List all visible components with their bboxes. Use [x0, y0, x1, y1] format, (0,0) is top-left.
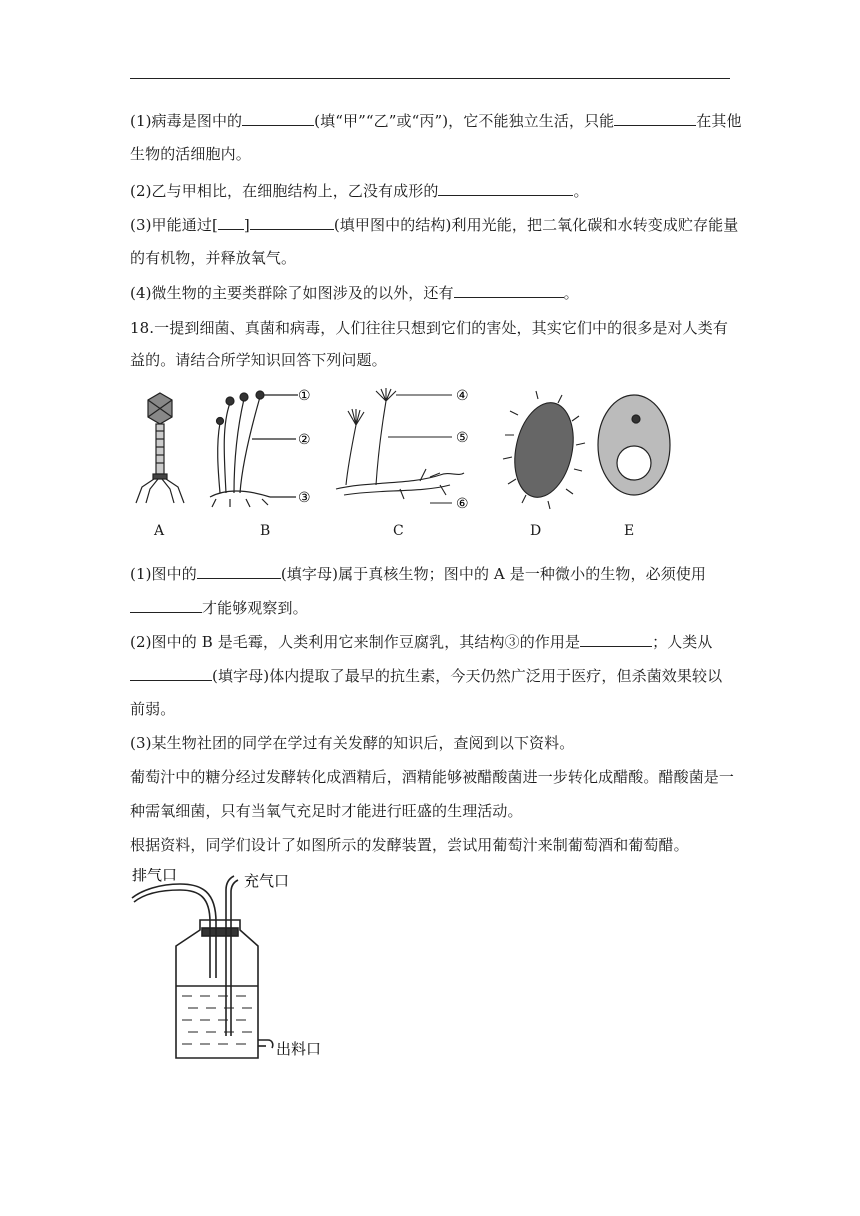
q17-line-3 [130, 180, 589, 201]
structure-3-label: ③ [298, 490, 311, 506]
microorganism-drawings [130, 385, 690, 545]
q18-sub1-line-2 [130, 597, 308, 618]
answer-blank[interactable] [218, 214, 244, 230]
fermentation-apparatus-drawing [130, 868, 360, 1068]
text: (2)图中的 B 是毛霉，人类利用它来制作豆腐乳，其结构③的作用是 [130, 633, 581, 651]
header-rule [130, 78, 730, 79]
q17-line-4 [130, 214, 738, 235]
answer-blank[interactable] [454, 282, 564, 298]
text: 。 [573, 182, 589, 200]
text: (3)甲能通过[ [130, 216, 218, 234]
q18-material-line-2: 种需氧细菌，只有当氧气充足时才能进行旺盛的生理活动。 [130, 802, 523, 820]
answer-blank[interactable] [614, 110, 696, 126]
answer-blank[interactable] [130, 597, 202, 613]
text: (填字母)体内提取了最早的抗生素，今天仍然广泛用于医疗，但杀菌效果较以 [212, 667, 723, 685]
answer-blank[interactable] [250, 214, 334, 230]
structure-5-label: ⑤ [456, 430, 469, 446]
bacteriophage-drawing [136, 393, 184, 503]
inflate-port-label: 充气口 [244, 872, 290, 890]
q17-line-6 [130, 282, 579, 303]
bacterium-drawing [503, 391, 585, 509]
mucor-drawing [210, 391, 298, 507]
structure-4-label: ④ [456, 388, 469, 404]
text: 才能够观察到。 [202, 599, 308, 617]
q18-sub3-line-1: (3)某生物社团的同学在学过有关发酵的知识后，查阅到以下资料。 [130, 734, 575, 752]
q17-line-2: 生物的活细胞内。 [130, 145, 251, 163]
answer-blank[interactable] [197, 563, 281, 579]
q18-intro-2: 益的。请结合所学知识回答下列问题。 [130, 351, 387, 369]
q18-material-line-3: 根据资料，同学们设计了如图所示的发酵装置，尝试用葡萄汁来制葡萄酒和葡萄醋。 [130, 836, 689, 854]
q18-material-line-1: 葡萄汁中的糖分经过发酵转化成酒精后，酒精能够被醋酸菌进一步转化成醋酸。醋酸菌是一 [130, 768, 735, 786]
answer-blank[interactable] [130, 665, 212, 681]
q17-line-5: 的有机物，并释放氧气。 [130, 249, 297, 267]
answer-blank[interactable] [242, 110, 314, 126]
text: (填“甲”“乙”或“丙”)，它不能独立生活，只能 [314, 112, 615, 130]
text: 在其他 [696, 112, 742, 130]
q18-sub2-line-1 [130, 631, 713, 652]
penicillium-drawing [336, 388, 464, 503]
text: (2)乙与甲相比，在细胞结构上，乙没有成形的 [130, 182, 439, 200]
text: (填甲图中的结构)利用光能，把二氧化碳和水转变成贮存能量 [333, 216, 739, 234]
text: ] [243, 216, 250, 234]
q18-sub1-line-1 [130, 563, 706, 584]
q17-line-1 [130, 110, 742, 131]
structure-6-label: ⑥ [456, 496, 469, 512]
structure-1-label: ① [298, 388, 311, 404]
figure-label-a: A [154, 523, 165, 539]
q18-sub2-line-2 [130, 665, 722, 686]
answer-blank[interactable] [438, 180, 573, 196]
fermentation-apparatus [130, 868, 360, 1068]
yeast-drawing [598, 395, 670, 495]
text: (填字母)属于真核生物；图中的 A 是一种微小的生物，必须使用 [280, 565, 707, 583]
outlet-port-label: 出料口 [276, 1040, 322, 1058]
text: ；人类从 [652, 633, 713, 651]
microorganism-figure [130, 385, 690, 545]
answer-blank[interactable] [580, 631, 652, 647]
figure-label-e: E [624, 523, 635, 539]
figure-label-b: B [260, 523, 271, 539]
text: (4)微生物的主要类群除了如图涉及的以外，还有 [130, 284, 454, 302]
q18-sub2-line-3: 前弱。 [130, 700, 176, 718]
text: (1)图中的 [130, 565, 197, 583]
figure-label-d: D [530, 523, 542, 539]
structure-2-label: ② [298, 432, 311, 448]
text: 。 [563, 284, 579, 302]
q18-intro-1: 18.一提到细菌、真菌和病毒，人们往往只想到它们的害处，其实它们中的很多是对人类有 [130, 319, 728, 337]
exhaust-port-label: 排气口 [132, 868, 178, 884]
figure-label-c: C [393, 523, 404, 539]
text: (1)病毒是图中的 [130, 112, 243, 130]
